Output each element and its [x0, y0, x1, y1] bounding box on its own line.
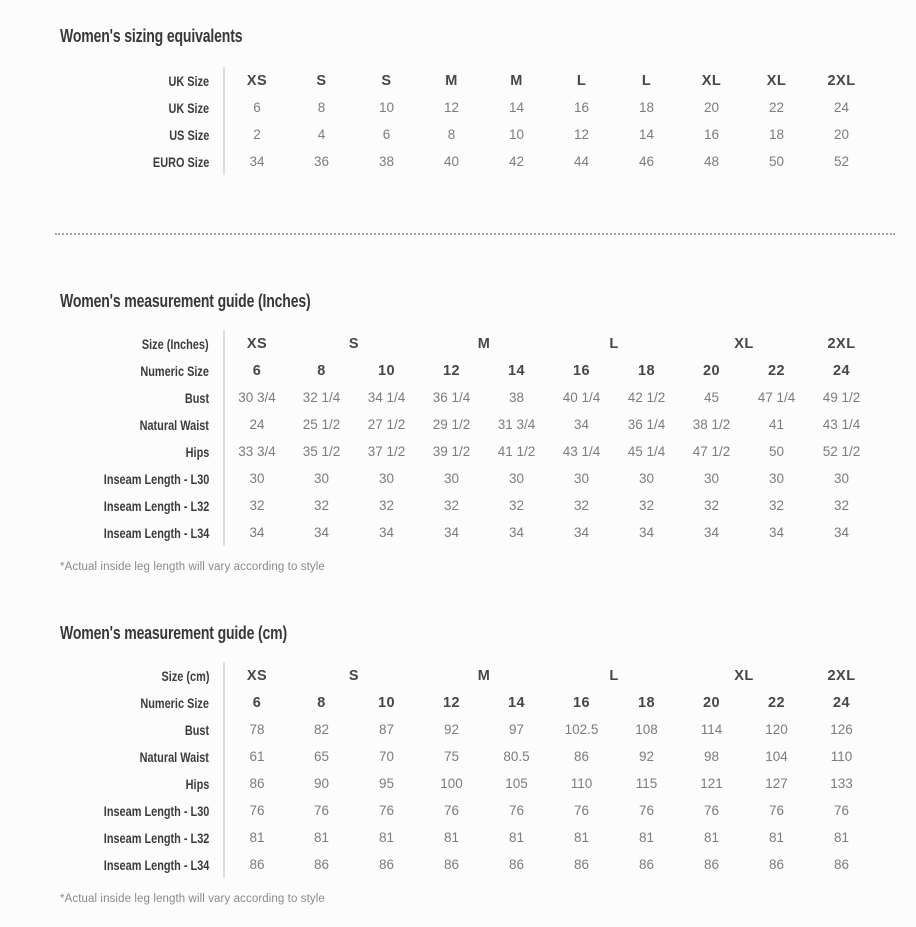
- size-letter-cell: M: [477, 335, 491, 352]
- size-letter-cell: XL: [734, 335, 754, 352]
- value-cell: 86: [444, 857, 460, 872]
- value-cell: 105: [505, 776, 528, 791]
- row-label-text: Size (cm): [161, 667, 209, 684]
- value-cell: 10: [508, 127, 525, 142]
- value-cell: 76: [249, 803, 265, 818]
- value-cell: 12: [442, 694, 461, 711]
- value-cell: 34: [249, 525, 265, 540]
- value-cell: 20: [833, 127, 850, 142]
- section-measurement-cm: [60, 623, 876, 905]
- value-cell: 22: [767, 362, 786, 379]
- value-cell: 30: [509, 471, 525, 486]
- value-cell: 82: [313, 722, 330, 737]
- value-cell: 86: [639, 857, 655, 872]
- value-cell: 120: [765, 722, 788, 737]
- section-title: [60, 26, 876, 47]
- value-cell: 81: [834, 830, 850, 845]
- value-cell: 24: [833, 100, 850, 115]
- value-cell: 34: [639, 525, 655, 540]
- value-cell: 24: [832, 362, 851, 379]
- row-label: [60, 94, 224, 121]
- value-cell: 2XL: [827, 72, 856, 89]
- table-row: [60, 438, 874, 465]
- value-cell: 4: [317, 127, 326, 142]
- value-cell: 110: [570, 776, 593, 791]
- row-label-text: Inseam Length - L32: [103, 497, 209, 514]
- value-cell: 38 1/2: [692, 417, 731, 432]
- value-cell: 50: [768, 154, 785, 169]
- value-cell: 81: [704, 830, 720, 845]
- value-cell: 80.5: [503, 749, 530, 764]
- section-sizing-equivalents: [60, 26, 876, 175]
- table-row: [60, 770, 874, 797]
- value-cell: 35 1/2: [302, 444, 341, 459]
- row-label: [60, 384, 224, 411]
- value-cell: 14: [507, 362, 526, 379]
- value-cell: 81: [639, 830, 655, 845]
- value-cell: 6: [382, 127, 391, 142]
- table-row: [60, 465, 874, 492]
- value-cell: L: [576, 72, 587, 89]
- value-cell: 78: [249, 722, 265, 737]
- value-cell: 8: [447, 127, 456, 142]
- value-cell: 22: [767, 694, 786, 711]
- value-cell: 14: [507, 694, 526, 711]
- table-row: [60, 851, 874, 878]
- value-cell: 115: [635, 776, 658, 791]
- value-cell: M: [510, 72, 523, 89]
- value-cell: 104: [765, 749, 788, 764]
- value-cell: 10: [377, 694, 396, 711]
- value-cell: 24: [249, 417, 265, 432]
- value-cell: 32: [249, 498, 265, 513]
- value-cell: 30: [769, 471, 785, 486]
- value-cell: 108: [635, 722, 658, 737]
- value-cell: 30: [249, 471, 265, 486]
- table-row: [60, 492, 874, 519]
- value-cell: 34: [834, 525, 850, 540]
- value-cell: 61: [249, 749, 265, 764]
- row-label-text: Numeric Size: [140, 362, 209, 379]
- row-label-text: Inseam Length - L34: [103, 524, 209, 541]
- value-cell: 6: [252, 694, 262, 711]
- value-cell: 47 1/2: [692, 444, 731, 459]
- value-cell: 110: [830, 749, 853, 764]
- row-label-text: Bust: [184, 389, 209, 406]
- row-label: [60, 357, 224, 384]
- value-cell: 31 3/4: [497, 417, 536, 432]
- value-cell: 36 1/4: [432, 390, 471, 405]
- table-row: [60, 689, 874, 716]
- value-cell: 20: [702, 362, 721, 379]
- value-cell: 14: [508, 100, 525, 115]
- value-cell: 18: [637, 694, 656, 711]
- row-label: [60, 770, 224, 797]
- table-row: [60, 797, 874, 824]
- size-header-row: [60, 662, 874, 689]
- value-cell: 81: [444, 830, 460, 845]
- row-label-text: Hips: [185, 775, 209, 792]
- inseam-footnote: *Actual inside leg length will vary according to style: [60, 561, 325, 573]
- value-cell: 76: [574, 803, 590, 818]
- size-letter-cell: M: [477, 667, 491, 684]
- table-row: [60, 67, 874, 94]
- value-cell: 32: [509, 498, 525, 513]
- value-cell: 34: [313, 525, 330, 540]
- value-cell: S: [381, 72, 392, 89]
- value-cell: 22: [768, 100, 785, 115]
- value-cell: 36: [313, 154, 330, 169]
- value-cell: 81: [249, 830, 265, 845]
- value-cell: L: [641, 72, 652, 89]
- value-cell: 18: [768, 127, 785, 142]
- value-cell: 32: [769, 498, 785, 513]
- row-label: [60, 411, 224, 438]
- row-label: [60, 797, 224, 824]
- value-cell: 92: [639, 749, 655, 764]
- section-title: [60, 291, 876, 312]
- value-cell: 12: [443, 100, 460, 115]
- value-cell: 86: [249, 776, 265, 791]
- section-title: [60, 623, 876, 644]
- row-label-text: EURO Size: [152, 153, 209, 170]
- row-label-text: Inseam Length - L30: [103, 470, 209, 487]
- value-cell: 49 1/2: [822, 390, 861, 405]
- table-row: [60, 94, 874, 121]
- value-cell: 44: [573, 154, 590, 169]
- value-cell: 8: [317, 694, 326, 711]
- value-cell: 8: [317, 100, 326, 115]
- value-cell: 12: [442, 362, 461, 379]
- value-cell: 36 1/4: [627, 417, 666, 432]
- value-cell: 43 1/4: [562, 444, 601, 459]
- value-cell: 32: [313, 498, 330, 513]
- value-cell: 38: [509, 390, 525, 405]
- value-cell: 46: [638, 154, 655, 169]
- value-cell: 34: [444, 525, 460, 540]
- row-label: [60, 438, 224, 465]
- size-letter-cell: S: [348, 667, 360, 684]
- value-cell: 126: [830, 722, 853, 737]
- value-cell: 34: [509, 525, 525, 540]
- table-row: [60, 519, 874, 546]
- row-label: [60, 465, 224, 492]
- row-label-text: Size (Inches): [142, 335, 209, 352]
- value-cell: 76: [378, 803, 395, 818]
- row-label: [60, 743, 224, 770]
- value-cell: 42: [508, 154, 525, 169]
- section-title-text: Women's measurement guide (Inches): [60, 291, 311, 311]
- row-label-text: UK Size: [168, 72, 209, 89]
- value-cell: 37 1/2: [367, 444, 406, 459]
- value-cell: 34 1/4: [367, 390, 406, 405]
- size-letter-cell: XS: [246, 667, 268, 684]
- value-cell: 20: [703, 100, 720, 115]
- value-cell: 76: [639, 803, 655, 818]
- value-cell: 16: [572, 694, 591, 711]
- value-cell: 6: [253, 100, 261, 115]
- value-cell: 30: [574, 471, 590, 486]
- value-cell: 76: [834, 803, 850, 818]
- table-row: [60, 411, 874, 438]
- value-cell: 32: [704, 498, 720, 513]
- value-cell: 81: [574, 830, 590, 845]
- value-cell: 81: [769, 830, 785, 845]
- value-cell: 76: [313, 803, 330, 818]
- row-label-text: Natural Waist: [139, 748, 209, 765]
- value-cell: 8: [317, 362, 326, 379]
- value-cell: 30 3/4: [238, 390, 276, 405]
- table-row: [60, 716, 874, 743]
- table-row: [60, 743, 874, 770]
- section-title-text: Women's sizing equivalents: [60, 26, 243, 46]
- value-cell: 24: [832, 694, 851, 711]
- value-cell: 76: [769, 803, 785, 818]
- value-cell: 86: [249, 857, 265, 872]
- value-cell: 30: [378, 471, 395, 486]
- value-cell: 16: [703, 127, 720, 142]
- value-cell: 90: [313, 776, 330, 791]
- row-label: [60, 330, 224, 357]
- measurement-cm-table: [60, 662, 874, 878]
- row-label-text: Natural Waist: [139, 416, 209, 433]
- value-cell: 86: [704, 857, 720, 872]
- value-cell: 27 1/2: [367, 417, 406, 432]
- value-cell: 42 1/2: [627, 390, 666, 405]
- value-cell: 38: [378, 154, 395, 169]
- value-cell: 34: [378, 525, 395, 540]
- row-label: [60, 121, 224, 148]
- value-cell: 45: [704, 390, 720, 405]
- table-row: [60, 384, 874, 411]
- value-cell: 50: [769, 444, 785, 459]
- value-cell: 30: [313, 471, 330, 486]
- row-label-text: Numeric Size: [140, 694, 209, 711]
- value-cell: 40: [443, 154, 460, 169]
- value-cell: M: [445, 72, 458, 89]
- value-cell: 76: [704, 803, 720, 818]
- value-cell: 18: [637, 362, 656, 379]
- value-cell: 41: [769, 417, 785, 432]
- table-row: [60, 824, 874, 851]
- value-cell: 32: [574, 498, 590, 513]
- value-cell: 127: [765, 776, 788, 791]
- row-label: [60, 67, 224, 94]
- section-divider: [55, 233, 895, 235]
- inseam-footnote: *Actual inside leg length will vary according to style: [60, 893, 325, 905]
- value-cell: 76: [509, 803, 525, 818]
- value-cell: 32: [834, 498, 850, 513]
- value-cell: 32: [378, 498, 395, 513]
- value-cell: 20: [702, 694, 721, 711]
- value-cell: 133: [830, 776, 853, 791]
- value-cell: S: [316, 72, 327, 89]
- value-cell: 100: [440, 776, 463, 791]
- row-label-text: Hips: [185, 443, 209, 460]
- size-letter-cell: L: [609, 667, 619, 684]
- value-cell: 10: [377, 362, 396, 379]
- value-cell: 34: [769, 525, 785, 540]
- value-cell: 86: [509, 857, 525, 872]
- value-cell: 86: [574, 749, 590, 764]
- value-cell: 32 1/4: [302, 390, 341, 405]
- value-cell: 30: [704, 471, 720, 486]
- row-label: [60, 824, 224, 851]
- row-label-text: UK Size: [168, 99, 209, 116]
- row-label: [60, 519, 224, 546]
- row-label: [60, 492, 224, 519]
- row-label: [60, 716, 224, 743]
- value-cell: 34: [704, 525, 720, 540]
- value-cell: 34: [249, 154, 265, 169]
- row-label-text: Inseam Length - L32: [103, 829, 209, 846]
- value-cell: 25 1/2: [302, 417, 341, 432]
- value-cell: XL: [766, 72, 787, 89]
- value-cell: 12: [573, 127, 590, 142]
- value-cell: 6: [252, 362, 262, 379]
- section-measurement-inches: [60, 291, 876, 573]
- row-label: [60, 148, 224, 175]
- size-header-row: [60, 330, 874, 357]
- value-cell: 16: [572, 362, 591, 379]
- size-letter-cell: XL: [734, 667, 754, 684]
- value-cell: 86: [574, 857, 590, 872]
- value-cell: 48: [703, 154, 720, 169]
- size-letter-cell: 2XL: [827, 667, 856, 684]
- table-row: [60, 121, 874, 148]
- value-cell: 14: [638, 127, 655, 142]
- table-row: [60, 148, 874, 175]
- value-cell: 121: [700, 776, 723, 791]
- value-cell: 65: [313, 749, 330, 764]
- value-cell: 10: [378, 100, 395, 115]
- value-cell: 16: [573, 100, 590, 115]
- row-label-text: Inseam Length - L30: [103, 802, 209, 819]
- row-label-text: Inseam Length - L34: [103, 856, 209, 873]
- value-cell: 43 1/4: [822, 417, 861, 432]
- value-cell: 52 1/2: [822, 444, 861, 459]
- value-cell: 102.5: [564, 722, 599, 737]
- sizing-equivalents-table: [60, 67, 874, 175]
- value-cell: XS: [246, 72, 268, 89]
- value-cell: 114: [700, 722, 723, 737]
- value-cell: 98: [704, 749, 720, 764]
- value-cell: 30: [639, 471, 655, 486]
- value-cell: 34: [574, 525, 590, 540]
- size-letter-cell: S: [348, 335, 360, 352]
- value-cell: 30: [444, 471, 460, 486]
- row-label-text: US Size: [168, 126, 209, 143]
- size-letter-cell: L: [609, 335, 619, 352]
- value-cell: 2: [253, 127, 261, 142]
- size-letter-cell: XS: [246, 335, 268, 352]
- size-letter-cell: 2XL: [827, 335, 856, 352]
- value-cell: 97: [509, 722, 525, 737]
- value-cell: 33 3/4: [238, 444, 276, 459]
- row-label-text: Bust: [184, 721, 209, 738]
- value-cell: 47 1/4: [757, 390, 796, 405]
- value-cell: 87: [378, 722, 395, 737]
- value-cell: 75: [444, 749, 460, 764]
- value-cell: 81: [313, 830, 330, 845]
- row-label: [60, 662, 224, 689]
- value-cell: 95: [378, 776, 395, 791]
- value-cell: 18: [638, 100, 655, 115]
- value-cell: 86: [313, 857, 330, 872]
- value-cell: 70: [378, 749, 395, 764]
- value-cell: 29 1/2: [432, 417, 471, 432]
- measurement-inches-table: [60, 330, 874, 546]
- value-cell: XL: [701, 72, 722, 89]
- value-cell: 39 1/2: [432, 444, 471, 459]
- value-cell: 32: [639, 498, 655, 513]
- value-cell: 30: [834, 471, 850, 486]
- value-cell: 32: [444, 498, 460, 513]
- value-cell: 52: [833, 154, 850, 169]
- value-cell: 40 1/4: [562, 390, 601, 405]
- row-label: [60, 851, 224, 878]
- value-cell: 76: [444, 803, 460, 818]
- value-cell: 45 1/4: [627, 444, 666, 459]
- table-row: [60, 357, 874, 384]
- value-cell: 86: [769, 857, 785, 872]
- value-cell: 41 1/2: [497, 444, 536, 459]
- value-cell: 92: [444, 722, 460, 737]
- section-title-text: Women's measurement guide (cm): [60, 623, 288, 643]
- value-cell: 81: [509, 830, 525, 845]
- value-cell: 86: [378, 857, 395, 872]
- value-cell: 86: [834, 857, 850, 872]
- row-label: [60, 689, 224, 716]
- value-cell: 34: [574, 417, 590, 432]
- value-cell: 81: [378, 830, 395, 845]
